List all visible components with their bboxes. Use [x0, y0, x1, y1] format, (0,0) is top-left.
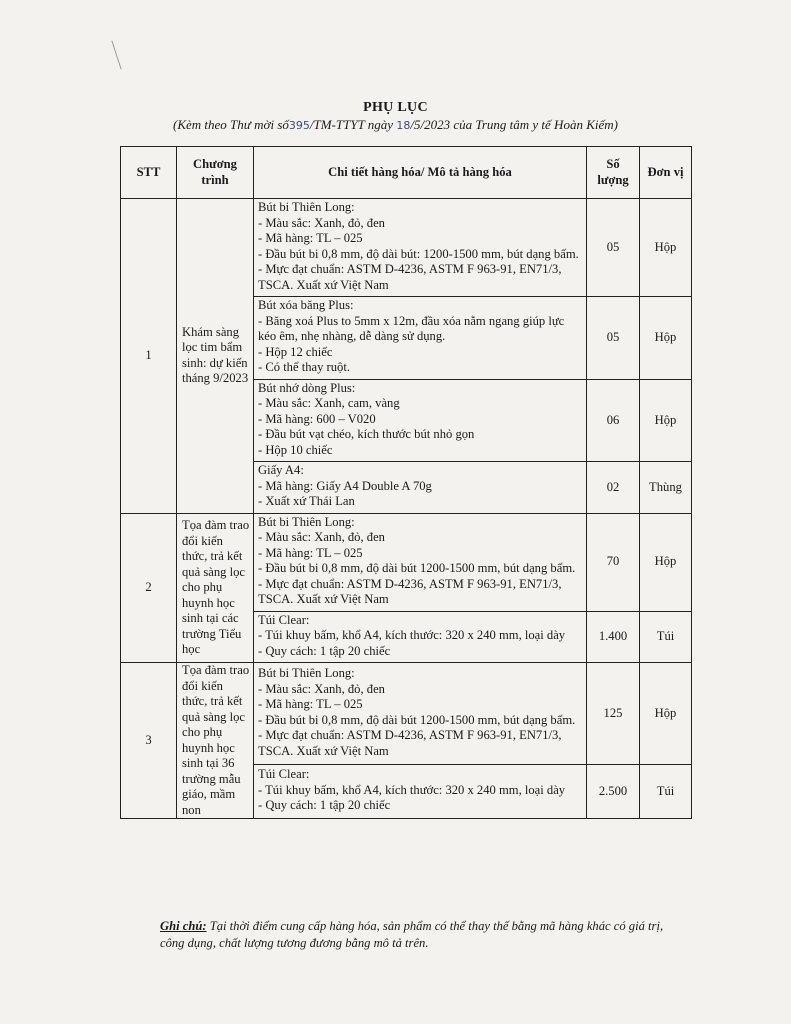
description-line: - Mã hàng: TL – 025	[258, 231, 363, 245]
subtitle-mid: /TM-TTYT ngày	[309, 117, 394, 132]
cell-quantity: 2.500	[587, 765, 640, 819]
header-program: Chương trình	[177, 147, 254, 199]
cell-quantity: 125	[587, 663, 640, 765]
description-line: - Mực đạt chuẩn: ASTM D-4236, ASTM F 963-91, EN71/3, TSCA. Xuất xứ Việt Nam	[258, 262, 562, 292]
cell-description	[254, 663, 587, 765]
description-line: - Màu sắc: Xanh, cam, vàng	[258, 396, 400, 410]
cell-description	[254, 462, 587, 514]
description-line: Giấy A4:	[258, 463, 304, 477]
description-line: Bút nhớ dòng Plus:	[258, 380, 356, 395]
cell-unit: Hộp	[640, 199, 692, 297]
cell-description	[254, 297, 587, 380]
description-line: - Đầu bút vạt chéo, kích thước bút nhỏ gọn	[258, 427, 475, 441]
description-line: Bút bi Thiên Long:	[258, 514, 355, 529]
description-line: - Mã hàng: Giấy A4 Double A 70g	[258, 478, 432, 493]
description-line: - Túi khuy bấm, khổ A4, kích thước: 320 x 240 mm, loại dày	[258, 628, 566, 642]
header-unit: Đơn vị	[640, 147, 692, 199]
cell-unit: Túi	[640, 765, 692, 819]
description-line: - Mã hàng: TL – 025	[258, 545, 363, 560]
cell-description	[254, 379, 587, 462]
page-title: PHỤ LỤC	[363, 100, 428, 115]
description-line: - Mã hàng: TL – 025	[258, 697, 363, 712]
header-stt: STT	[121, 147, 177, 199]
description-line: - Đầu bút bi 0,8 mm, độ dài bút 1200-1500 mm, bút dạng bấm.	[258, 712, 576, 727]
description-line: - Quy cách: 1 tập 20 chiếc	[258, 798, 391, 813]
description-line: - Đầu bút bi 0,8 mm, độ dài bút: 1200-1500 mm, bút dạng bấm.	[258, 246, 579, 261]
table-row	[121, 199, 692, 297]
header-quantity: Số lượng	[587, 147, 640, 199]
description-line: - Đầu bút bi 0,8 mm, độ dài bút 1200-1500 mm, bút dạng bấm.	[258, 561, 576, 575]
cell-program: Tọa đàm trao đổi kiến thức, trả kết quả sàng lọc cho phụ huynh học sinh tại 36 trường mẫu giáo, mầm non	[177, 663, 254, 819]
description-line: - Mã hàng: 600 – V020	[258, 411, 376, 426]
subtitle-suffix: /5/2023 của Trung tâm y tế Hoàn Kiếm)	[410, 117, 618, 132]
cell-unit: Hộp	[640, 297, 692, 380]
cell-unit: Thùng	[640, 462, 692, 514]
page-subtitle	[0, 117, 791, 133]
description-line: - Mực đạt chuẩn: ASTM D-4236, ASTM F 963-91, EN71/3, TSCA. Xuất xứ Việt Nam	[258, 728, 562, 758]
description-line: - Mực đạt chuẩn: ASTM D-4236, ASTM F 963-91, EN71/3, TSCA. Xuất xứ Việt Nam	[258, 576, 562, 606]
description-line: - Màu sắc: Xanh, đỏ, đen	[258, 215, 385, 230]
cell-unit: Hộp	[640, 379, 692, 462]
cell-unit: Hộp	[640, 513, 692, 611]
header-description: Chi tiết hàng hóa/ Mô tả hàng hóa	[254, 147, 587, 199]
description-line: - Có thể thay ruột.	[258, 360, 350, 374]
description-line: - Xuất xứ Thái Lan	[258, 494, 355, 508]
cell-quantity: 05	[587, 199, 640, 297]
appendix-table-body	[121, 199, 692, 819]
footnote-label: Ghi chú:	[160, 919, 207, 933]
table-row	[121, 663, 692, 765]
cell-quantity: 1.400	[587, 611, 640, 663]
header-row	[121, 147, 692, 199]
description-line: Bút xóa băng Plus:	[258, 298, 354, 312]
description-line: - Màu sắc: Xanh, đỏ, đen	[258, 530, 385, 544]
handwritten-number: 395	[288, 119, 310, 132]
cell-unit: Túi	[640, 611, 692, 663]
cell-description	[254, 199, 587, 297]
description-line: Túi Clear:	[258, 767, 310, 782]
description-line: - Màu sắc: Xanh, đỏ, đen	[258, 681, 385, 696]
description-line: - Túi khuy bấm, khổ A4, kích thước: 320 x 240 mm, loại dày	[258, 782, 566, 797]
description-line: - Hộp 12 chiếc	[258, 344, 333, 359]
cell-quantity: 06	[587, 379, 640, 462]
cell-quantity: 05	[587, 297, 640, 380]
description-line: Túi Clear:	[258, 612, 310, 627]
footnote	[160, 918, 680, 952]
footnote-text: Tại thời điểm cung cấp hàng hóa, sản phẩm có thể thay thế bằng mã hàng khác có giá trị, công dụng, chất lượng tương đương bằng mô tả trên.	[160, 919, 664, 950]
cell-stt: 3	[121, 663, 177, 819]
cell-program: Tọa đàm trao đổi kiến thức, trả kết quả sàng lọc cho phụ huynh học sinh tại các trường Tiểu học	[177, 513, 254, 663]
cell-stt: 1	[121, 199, 177, 514]
cell-program: Khám sàng lọc tim bẩm sinh: dự kiến tháng 9/2023	[177, 199, 254, 514]
cell-unit: Hộp	[640, 663, 692, 765]
description-line: - Băng xoá Plus to 5mm x 12m, đầu xóa nằm ngang giúp lực kéo êm, nhẹ nhàng, dễ dàng sử dụng.	[258, 313, 565, 343]
subtitle-prefix: (Kèm theo Thư mời số	[173, 117, 289, 132]
appendix-table	[120, 146, 692, 819]
cell-description	[254, 513, 587, 611]
description-line: - Quy cách: 1 tập 20 chiếc	[258, 643, 391, 658]
description-line: Bút bi Thiên Long:	[258, 666, 355, 681]
cell-description	[254, 611, 587, 663]
cell-stt: 2	[121, 513, 177, 663]
table-row	[121, 513, 692, 611]
handwritten-day: 18	[396, 119, 411, 132]
cell-quantity: 02	[587, 462, 640, 514]
scan-edge-mark	[111, 41, 121, 70]
description-line: - Hộp 10 chiếc	[258, 442, 333, 457]
cell-description	[254, 765, 587, 819]
description-line: Bút bi Thiên Long:	[258, 200, 355, 214]
cell-quantity: 70	[587, 513, 640, 611]
